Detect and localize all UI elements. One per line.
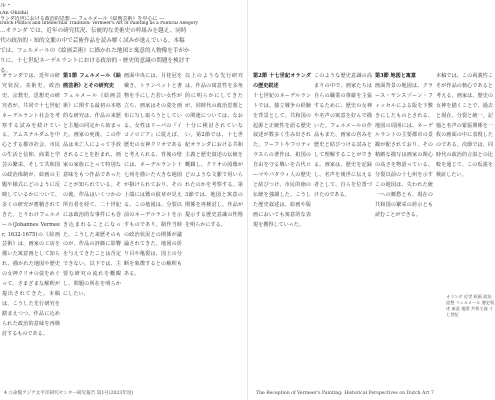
footer-right: The Reception of Vermeer's Painting: Historical Perspectives on Dutch Art 7	[256, 391, 434, 396]
body-paragraph: 本稿では、この両義性こそが作品の核心であると考える。画家は、歴史の女神を描くことで、過去と現在、分裂と統一、記憶と名声の緊張関係を一枚の画面の中に表現したのである。次節では、同時代の政治的言説との比較を通じて、この仮説を検証したい。	[436, 73, 493, 179]
article-subtitle-en: Dutch Politics and Intellectual Tradition: Vermeer's Art of Painting as a Political Allegory	[0, 21, 198, 26]
keywords-note: オランダ 近世 絵画 政治思想 フェルメール 歴史叙述 寓意 地図 共和主義 十七世紀	[446, 294, 495, 317]
page-gutter	[247, 0, 248, 400]
abstract-text: …オランダ では、近年の研究状況、伝統的な美術史の枠組みを越え、同時代の政治的・知的文脈の中で芸術作品を読み解く試みが進んでいる。本稿では、フェルメールの《絵画芸術》に描かれた地図と寓意的人物像を手がかりに、十七世紀ネーデルラントにおける政治的・歴史的意識の問題を検討する。	[0, 28, 190, 74]
text-column-2	[63, 72, 121, 394]
text-column-4	[185, 72, 243, 394]
footer-left: 4 立命館アジア太平洋研究センター研究報告 第1号(2023年度)	[4, 391, 134, 396]
body-paragraph: 十七世紀のネーデルラントでは、独立戦争の経験を背景として、共和国の起源と正統性を語る歴史叙述が数多く生み出された。フーフトやフロティウスらの著作は、祖国の自由を守る戦いを古代ローマやバタウィ人の歴史と結びつけ、市民的徳の伝統を強調した。こうした歴史叙述は、絵画や版画においても寓意的な表現を獲得していった。	[253, 92, 311, 228]
section-heading: 第1節 フェルメール《絵画芸術》とその研究史	[63, 73, 121, 89]
section-heading: 第3節 地図と寓意	[375, 73, 416, 79]
section-heading: 第2節 十七世紀オランダの歴史叙述	[253, 73, 311, 89]
author-name: (An Okishi)	[0, 10, 29, 16]
body-paragraph: オランダでは、近年の研究状況、美術史、政治史、宗教史、思想史の研究者が、共同で十七世紀ネーデルラント社会を考察する試みを続けている。アムステルダムを中心とする都市社会、市民の生活と信仰、商業と学芸の繁栄、そして共和国の政治体制が、絵画の主題や様式にどのように反映しているかについて、多くの研究が蓄積されてきた。とりわけフェルメール(Johannes Vermeer, 1632-1675)の《絵画芸術》は、画家の工房を描いた寓意画として知られ、描かれた地図や歴史の女神クリオの姿をめぐって、さまざまな解釈が提出されてきた。本稿は、こうした先行研究を踏まえつつ、作品に込められた政治的意味を再検討するものである。	[2, 73, 60, 337]
text-column-3	[124, 72, 182, 394]
text-column-6	[314, 72, 372, 394]
body-paragraph: 画面背景の地図は、クラース・ヤンスゾーン・フィッセルによる版を下敷きにしたものとされる。地図の周囲には、ネーデルラントの主要都市の景観が配されており、その精緻な描写は画家の関心の高さを物語っている。分裂以前の十七州を示すこの地図は、失われた統一への郷愁とも、現在の共和国の繁栄の誇示とも読むことができる。	[375, 82, 433, 218]
body-paragraph: 以上のような先行研究は、作品の寓意性を多角的に明らかにしてきたが、同時代の政治思想との関連については、なお十分に検討されていない。第2節では、十七世紀オランダにおける共和主義と歴史叙述の伝統を概観し、クリオの図像がどのような文脈で用いられたのかを考察する。第3節では、地図と寓意の関係を再検討し、作品が提示する歴史意識の性格を明らかにする。	[185, 73, 243, 228]
text-column-1	[2, 72, 60, 394]
article-title-fragment: ル・	[0, 3, 13, 9]
text-column-7	[375, 72, 433, 394]
body-paragraph: このような歴史意識の高まりの中で、画家たちは自らの職業の尊厳を主張するために、歴史の女神や名声の寓意を好んで描いた。フェルメールの作品もまた、画家の営みを歴史と結びつける試みとして理解することができる。画家は、歴史を記録し、名声を後世に伝える者として、自らを位置づけたのである。	[314, 73, 372, 198]
article-subtitle-jp: ランダ近世における政治的思想 ― フェルメール《絵画芸術》を中心に ―	[0, 16, 165, 22]
body-paragraph: フェルメール《絵画芸術》に関する最初の本格的な研究は、作品の来歴と主題の同定から始まった。画家の死後、この作品は未亡人によって手放されることを拒まれ、画家の家族にとって特別な意味をもつ作品であったことが知られている。その後、作品はいくつかの所有者を経て、二十世紀には政治的な事件にも巻き込まれることになった。こうした来歴そのものが、作品の評価に影響を与えてきたことは否定できない。以下では、主要な研究の流れを概観し、問題の所在を明らかにしたい。	[63, 92, 121, 297]
text-column-5	[253, 72, 311, 394]
text-column-8	[436, 72, 493, 286]
body-paragraph: 画面中央には、月桂冠を戴き、トランペットと書物を手にした若い女性が立ち、画家はその姿を画布に写し取ろうとしている。女性はリーパの『イコノロジア』に従えば、歴史の女神クリオであると考えられる。背後の壁には、ネーデルラント十七州を描いた大きな地図が掛けられており、その上端には鷲の紋章が見える。この地図は、分裂以前のネーデルラントを示すものであり、制作当時の政治状況との関係が議論されてきた。地図の折り目や亀裂は、国土の分断を象徴するとの解釈もある。	[124, 73, 182, 278]
